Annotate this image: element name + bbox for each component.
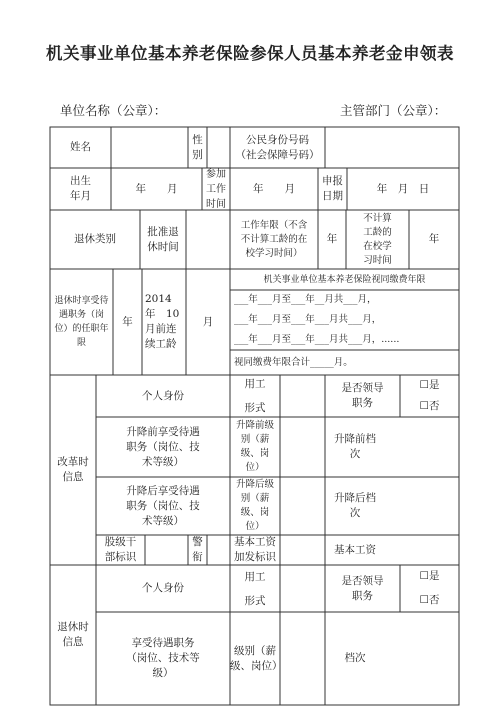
- base-salary-mark-label: 基本工资 加发标识: [234, 536, 276, 563]
- apply-date-label: 申报 日期: [322, 175, 343, 202]
- reform-leader-yes-checkbox[interactable]: ☐是: [419, 379, 440, 391]
- birth-value-field[interactable]: 年 月: [135, 182, 178, 195]
- base-salary-mark-field[interactable]: [280, 535, 325, 565]
- before-grade-label: 升降前级 别（薪 级、岗 位）: [235, 420, 274, 473]
- pre-position-years-label: 退休时享受待 遇职务（岗 位）的任职年 限: [54, 296, 109, 348]
- apply-date-value-field[interactable]: 年 月 日: [376, 182, 430, 195]
- birth-label: 出生 年月: [70, 175, 91, 202]
- deemed-period-line-3[interactable]: ___年___月至___年___月共___月，......: [234, 334, 400, 345]
- cadre-mark-field[interactable]: [145, 535, 188, 565]
- police-rank-field[interactable]: [207, 535, 230, 565]
- excluded-years-label: 不计算 工龄的 在校学 习时间: [363, 212, 392, 266]
- id-number-label: 公民身份号码 （社会保障号码）: [235, 133, 320, 161]
- after-grade-label: 升降后级 别（薪 级、岗 位）: [235, 479, 274, 532]
- retire-identity-label: 个人身份: [142, 582, 184, 594]
- id-number-value-field[interactable]: [325, 127, 459, 168]
- retire-post-label: 享受待遇职务 （岗位、技术等 级）: [126, 637, 200, 679]
- after-post-label: 升降后享受待遇 职务（岗位、技 术等级）: [126, 484, 200, 527]
- gender-label: 性 别: [192, 133, 203, 161]
- before-rank-label: 升降前档 次: [334, 433, 376, 460]
- after-rank-label: 升降后档 次: [334, 492, 376, 519]
- reform-leader-no-checkbox[interactable]: ☐否: [419, 400, 440, 412]
- reform-info-label: 改革时 信息: [57, 456, 89, 483]
- retire-rank-field[interactable]: [385, 612, 459, 705]
- form-title: 机关事业单位基本养老保险参保人员基本养老金申领表: [46, 44, 454, 63]
- retire-employment-form-field[interactable]: [280, 565, 325, 612]
- name-label: 姓名: [70, 141, 91, 153]
- before-rank-field[interactable]: [385, 417, 459, 477]
- reform-employment-form-label: 用工 形式: [244, 378, 266, 414]
- work-years-value-field[interactable]: 年: [326, 233, 338, 245]
- work-start-value-field[interactable]: 年 月: [253, 182, 295, 195]
- deemed-period-line-1[interactable]: ___年___月至___年__月共___月，: [234, 294, 377, 305]
- retire-info-label: 退休时 信息: [57, 621, 89, 648]
- cadre-mark-label: 股级干 部标识: [104, 536, 137, 563]
- deemed-total-line[interactable]: 视同缴费年限合计_____月。: [234, 357, 353, 368]
- reform-employment-form-field[interactable]: [280, 375, 325, 417]
- before-grade-field[interactable]: [280, 417, 325, 477]
- work-start-label: 参加工作 时间: [206, 168, 226, 210]
- seniority-label: 2014 年 10 月前连 续工龄: [145, 293, 180, 350]
- pre-position-years-value-field[interactable]: 年: [122, 315, 133, 328]
- retire-grade-label: 级别（薪 级、岗位）: [230, 644, 283, 672]
- gender-value-field[interactable]: [207, 127, 230, 168]
- excluded-years-value-field[interactable]: 年: [428, 233, 440, 245]
- base-salary-label: 基本工资: [334, 543, 376, 556]
- retire-rank-label: 档次: [344, 652, 366, 664]
- reform-is-leader-label: 是否领导 职务: [341, 382, 384, 409]
- retire-employment-form-label: 用工 形式: [244, 570, 266, 607]
- name-value-field[interactable]: [111, 127, 188, 168]
- work-years-label: 工作年限（不含 不计算工龄的在 校学习时间）: [240, 219, 308, 259]
- retire-leader-yes-checkbox[interactable]: ☐是: [419, 570, 440, 582]
- deemed-years-title: 机关事业单位基本养老保险视同缴费年限: [263, 274, 426, 285]
- base-salary-field[interactable]: [385, 535, 459, 565]
- after-rank-field[interactable]: [385, 477, 459, 535]
- retire-grade-field[interactable]: [280, 612, 325, 705]
- deemed-period-line-2[interactable]: ___年___月至___年___月共___月，: [234, 314, 382, 325]
- after-grade-field[interactable]: [280, 477, 325, 535]
- supervisor-label: 主管部门（公章）：: [340, 103, 447, 118]
- retire-is-leader-label: 是否领导 职务: [341, 574, 384, 602]
- retire-type-label: 退休类别: [74, 233, 116, 245]
- before-post-label: 升降前享受待遇 职务（岗位、技 术等级）: [126, 425, 200, 468]
- unit-name-label: 单位名称（公章）：: [60, 103, 167, 118]
- approved-time-label: 批准退 休时间: [147, 225, 179, 253]
- reform-identity-label: 个人身份: [142, 389, 184, 402]
- retire-leader-no-checkbox[interactable]: ☐否: [419, 593, 440, 606]
- approved-time-value-field[interactable]: [186, 210, 230, 269]
- police-rank-label: 警 衔: [192, 536, 203, 563]
- seniority-value-field[interactable]: 月: [202, 315, 214, 328]
